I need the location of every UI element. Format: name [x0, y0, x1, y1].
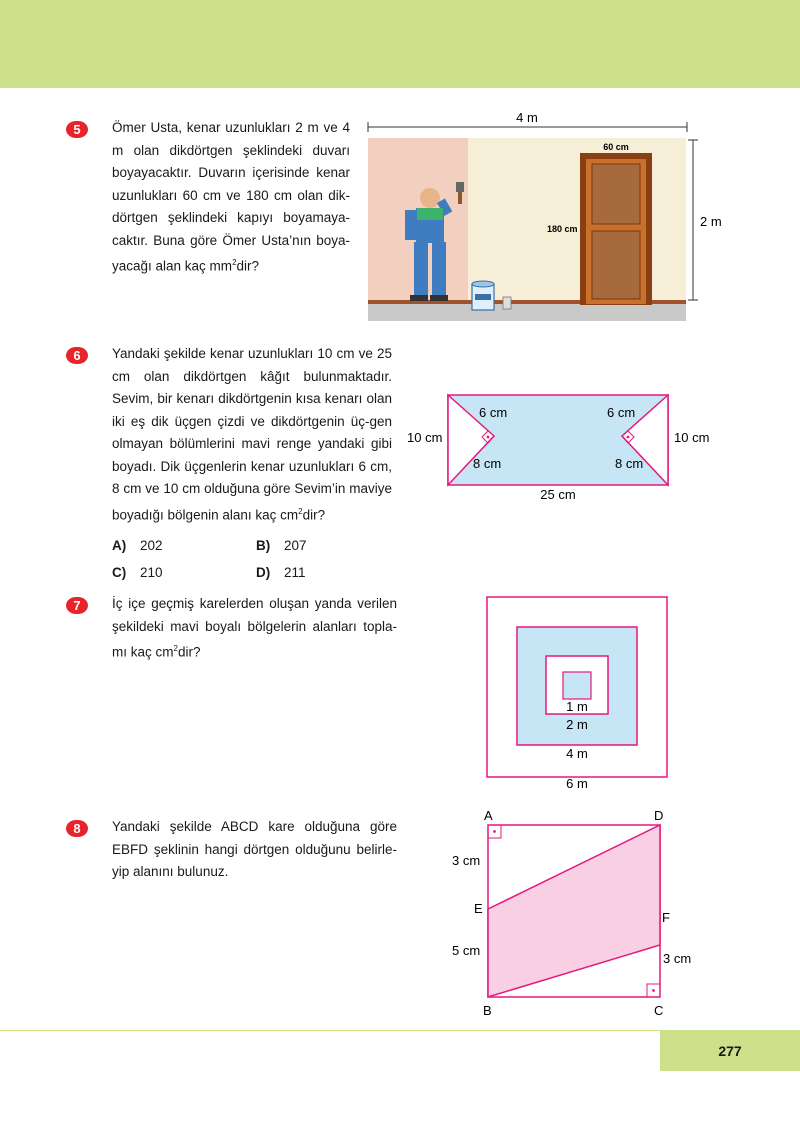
bottom-label: 25 cm	[540, 487, 576, 502]
floor	[368, 303, 686, 321]
wall-height-label: 2 m	[700, 214, 722, 229]
question-6-number: 6	[66, 347, 88, 364]
question-8-text: Yandaki şekilde ABCD kare olduğuna göre EBFD şeklinin hangi dörtgen olduğunu belirle-yip alanını bulunuz.	[112, 819, 397, 879]
option-c[interactable]: C) 210	[112, 565, 163, 580]
question-8-number: 8	[66, 820, 88, 837]
option-a[interactable]: A) 202	[112, 538, 163, 553]
square-4m-label: 4 m	[566, 746, 588, 761]
vertex-b: B	[483, 1003, 492, 1018]
option-d[interactable]: D) 211	[256, 565, 306, 580]
question-7-text: İç içe geçmiş karelerden oluşan yanda verilen şekildeki mavi boyalı bölgelerin alanları topla-mı kaç $cm^2dir$?	[112, 596, 397, 660]
square-6m-label: 6 m	[566, 776, 588, 791]
header-band	[0, 0, 800, 88]
door-height-label: 180 cm	[547, 224, 578, 234]
low-left-label: 8 cm	[473, 456, 502, 471]
vertex-d: D	[654, 808, 664, 823]
eb-length-label: 5 cm	[452, 943, 481, 958]
vertex-c: C	[654, 1003, 664, 1018]
fc-length-label: 3 cm	[663, 951, 692, 966]
rectangle-triangles-figure	[400, 390, 720, 510]
square-1m-label: 1 m	[566, 699, 588, 714]
question-6-text: Yandaki şekilde kenar uzunlukları 10 cm ve 25 cm olan dikdörtgen kâğıt bulunmaktadır. Sevim, bir kenarı dikdörtgenin kısa kenarı olan iki eş dik üçgen çizdi ve dikdörtgenin üç-gen olmayan bölümlerini mavi renge yandaki gibi boyadı. Dik üçgenlerin kenar uzunlukları 6 cm, 8 cm ve 10 cm olduğuna göre Sevim’in maviye boyadığı bölgenin alanı kaç $cm^2dir$?	[112, 346, 392, 522]
low-right-label: 8 cm	[615, 456, 644, 471]
nested-squares-figure	[480, 590, 680, 800]
square-abcd-figure	[440, 805, 700, 1025]
vertex-a: A	[484, 808, 493, 823]
door-panel-top	[592, 164, 640, 224]
door-panel-bottom	[592, 231, 640, 299]
question-5-number: 5	[66, 121, 88, 138]
question-7-number: 7	[66, 597, 88, 614]
right-side-label: 10 cm	[674, 430, 710, 445]
question-5-text: Ömer Usta, kenar uzunlukları 2 m ve 4 m olan dikdörtgen şeklindeki duvarı boyayacaktır. Duvarın içerisinde kenar uzunlukları 60 cm ve 180 cm olan dik-dörtgen şeklindeki kapıyı boyamaya-caktır. Buna göre Ömer Usta’nın boya-yacağı alan kaç $mm^2dir$?	[112, 120, 350, 274]
vertex-f: F	[662, 910, 670, 925]
option-b[interactable]: B) 207	[256, 538, 307, 553]
ae-length-label: 3 cm	[452, 853, 481, 868]
top-right-label: 6 cm	[607, 405, 636, 420]
wall-figure	[360, 110, 720, 325]
page-number: 277	[660, 1031, 800, 1071]
top-left-label: 6 cm	[479, 405, 508, 420]
vertex-e: E	[474, 901, 483, 916]
square-2m-label: 2 m	[566, 717, 588, 732]
door-width-label: 60 cm	[603, 142, 629, 152]
wall-width-label: 4 m	[516, 110, 538, 125]
left-side-label: 10 cm	[407, 430, 443, 445]
